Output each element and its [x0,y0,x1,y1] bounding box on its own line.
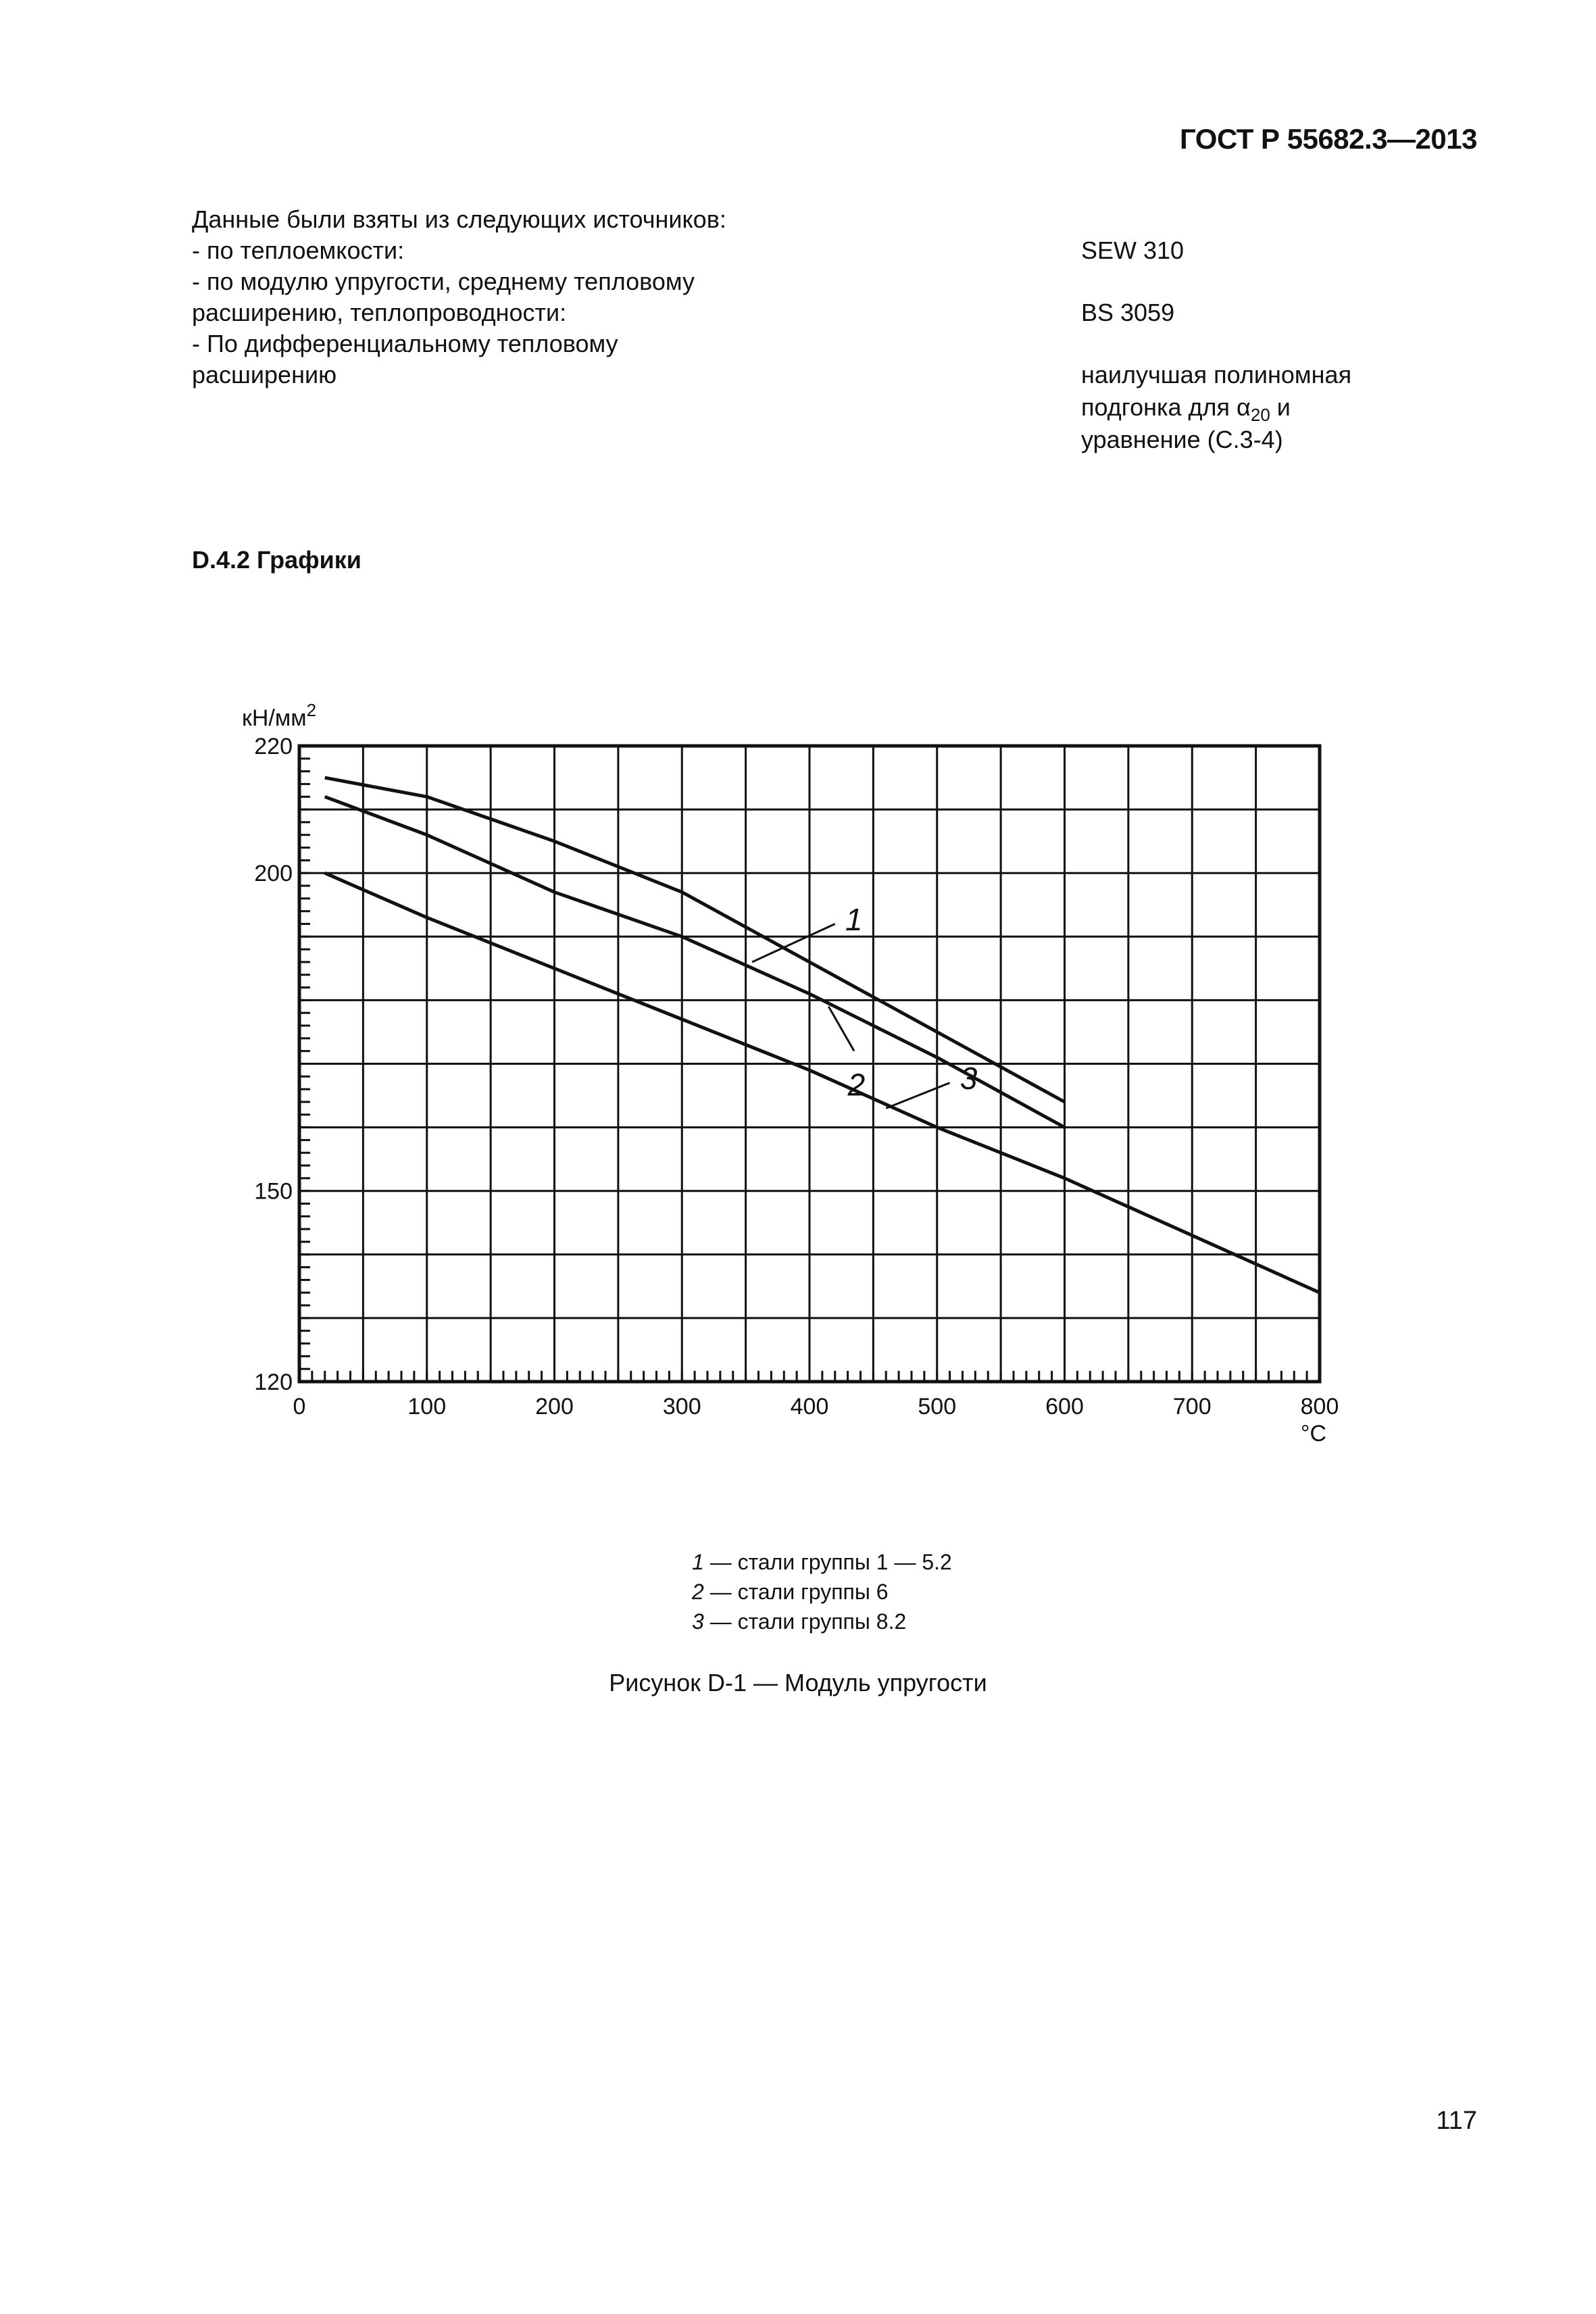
source-label-elasticity-line2: расширению, теплопроводности: [192,299,567,326]
legend-entry-3: 3 — стали группы 8.2 [692,1609,907,1634]
curve-label-2: 2 [847,1067,866,1103]
x-tick-label: 200 [535,1394,574,1419]
y-tick-label: 150 [254,1178,293,1205]
curve-leader-3 [886,1083,949,1109]
legend-entry-1: 1 — стали группы 1 — 5.2 [692,1550,952,1574]
series-line-2 [325,797,1065,1127]
document-id: ГОСТ Р 55682.3—2013 [1180,123,1477,155]
y-axis-label: $кН/мм^2$ [242,700,317,731]
source-value-sew: SEW 310 [1081,236,1184,264]
page-number: 117 [1436,2107,1477,2135]
curve-label-1: 1 [845,901,863,937]
sources-intro: Данные были взяты из следующих источников: [192,205,726,233]
source-value-bs: BS 3059 [1081,299,1175,326]
legend-entry-2: 2 — стали группы 6 [692,1580,889,1604]
chart-legend [692,1547,952,1636]
source-value-poly-line3: уравнение (С.3-4) [1081,426,1283,453]
y-tick-label: 120 [254,1369,293,1395]
x-axis-label: °C [1300,1421,1326,1446]
x-tick-label: 500 [918,1394,957,1419]
x-tick-label: 0 [293,1394,306,1419]
source-label-elasticity-line1: - по модулю упругости, среднему тепловому [192,268,695,295]
figure-caption: Рисунок D-1 — Модуль упругости [609,1669,987,1696]
y-axis-label-sup: 2 [306,700,317,720]
x-tick-label: 800 [1300,1394,1339,1419]
source-value-poly-line2: подгонка для $\alpha_{20}$ и [1081,393,1291,426]
series-line-1 [325,778,1065,1102]
x-tick-label: 300 [662,1394,701,1419]
source-label-heat-capacity: - по теплоемкости: [192,236,405,264]
y-tick-label: 220 [254,734,293,759]
source-label-diff-expansion-line2: расширению [192,361,337,388]
curve-leader-1 [752,924,835,961]
curve-label-3: 3 [959,1061,978,1097]
x-tick-label: 400 [790,1394,829,1419]
elastic-modulus-chart [230,689,1378,1446]
source-value-poly-line1: наилучшая полиномная [1081,361,1352,388]
y-tick-label: 200 [254,861,293,887]
section-title: D.4.2 Графики [192,546,361,574]
x-tick-label: 100 [407,1394,447,1419]
alpha-subscript: 20 [1250,405,1270,426]
x-tick-label: 600 [1045,1394,1084,1419]
x-tick-label: 700 [1172,1394,1212,1419]
source-label-diff-expansion-line1: - По дифференциальному тепловому [192,330,618,357]
